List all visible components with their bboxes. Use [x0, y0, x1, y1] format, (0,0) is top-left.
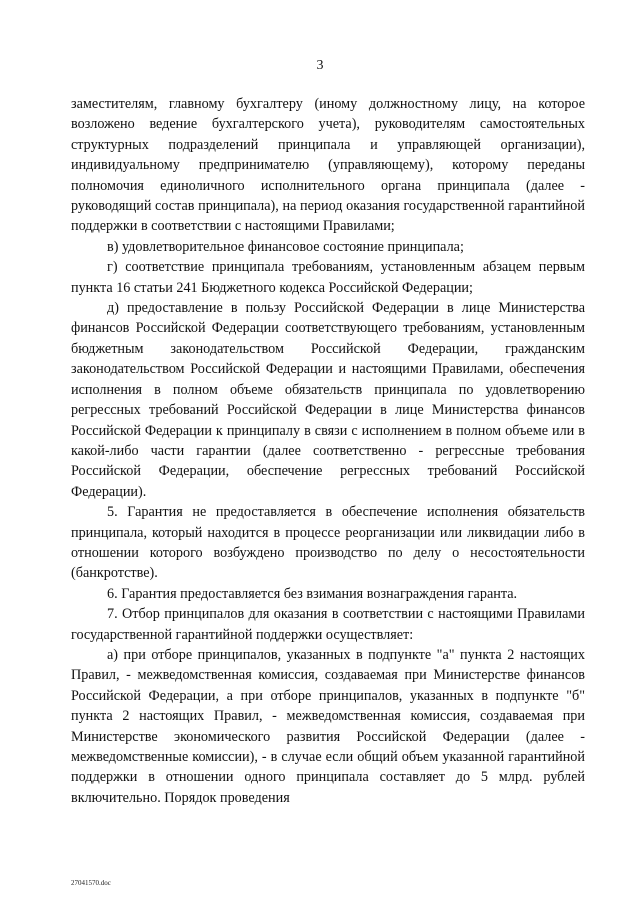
paragraph-clause-6: 6. Гарантия предоставляется без взимания вознаграждения гаранта. [107, 585, 518, 602]
paragraph-item-g: г) соответствие принципала требованиям, установленным абзацем первым пункта 16 статьи 241 Бюджетного кодекса Российской Федерации; [71, 259, 585, 296]
paragraph-item-d: д) предоставление в пользу Российской Федерации в лице Министерства финансов Российской Федерации соответствующего требованиям, установленным бюджетным законодательством Российской Федерации, гражданским законодательством Российской Федерации и настоящими Правилами, обеспечения исполнения в полном объеме обязательств принципала по удовлетворению регрессных требований Российской Федерации в лице Министерства финансов Российской Федерации к принципалу в связи с исполнением в полном объеме или в какой-либо части гарантии (далее соответственно - регрессные требования Российской Федерации, обеспечение регрессных требований Российской Федерации). [71, 300, 585, 500]
paragraph-item-a: а) при отборе принципалов, указанных в подпункте "а" пункта 2 настоящих Правил, - межведомственная комиссия, создаваемая при Министерстве финансов Российской Федерации, а при отборе принципалов, указанных в подпункте "б" пункта 2 настоящих Правил, - межведомственная комиссия, создаваемая при Министерстве экономического развития Российской Федерации (далее - межведомственные комиссии), - в случае если общий объем указанной гарантийной поддержки в отношении одного принципала составляет до 5 млрд. рублей включительно. Порядок проведения [71, 646, 585, 806]
document-body [71, 94, 585, 808]
page-number: 3 [316, 58, 324, 73]
paragraph-item-v: в) удовлетворительное финансовое состояние принципала; [107, 238, 464, 255]
paragraph-continuation: заместителям, главному бухгалтеру (иному должностному лицу, на которое возложено ведение бухгалтерского учета), руководителям самостоятельных структурных подразделений принципала и управляющей организации), индивидуальному предпринимателю (управляющему), которому переданы полномочия единоличного исполнительного органа принципала (далее - руководящий состав принципала), на период оказания государственной гарантийной поддержки в соответствии с настоящими Правилами; [71, 96, 585, 235]
document-file-code: 27041570.doc [71, 879, 111, 887]
paragraph-clause-5: 5. Гарантия не предоставляется в обеспечение исполнения обязательств принципала, который находится в процессе реорганизации или ликвидации либо в отношении которого возбуждено производство по делу о несостоятельности (банкротстве). [71, 504, 585, 582]
paragraph-clause-7: 7. Отбор принципалов для оказания в соответствии с настоящими Правилами государственной гарантийной поддержки осуществляет: [71, 606, 585, 643]
